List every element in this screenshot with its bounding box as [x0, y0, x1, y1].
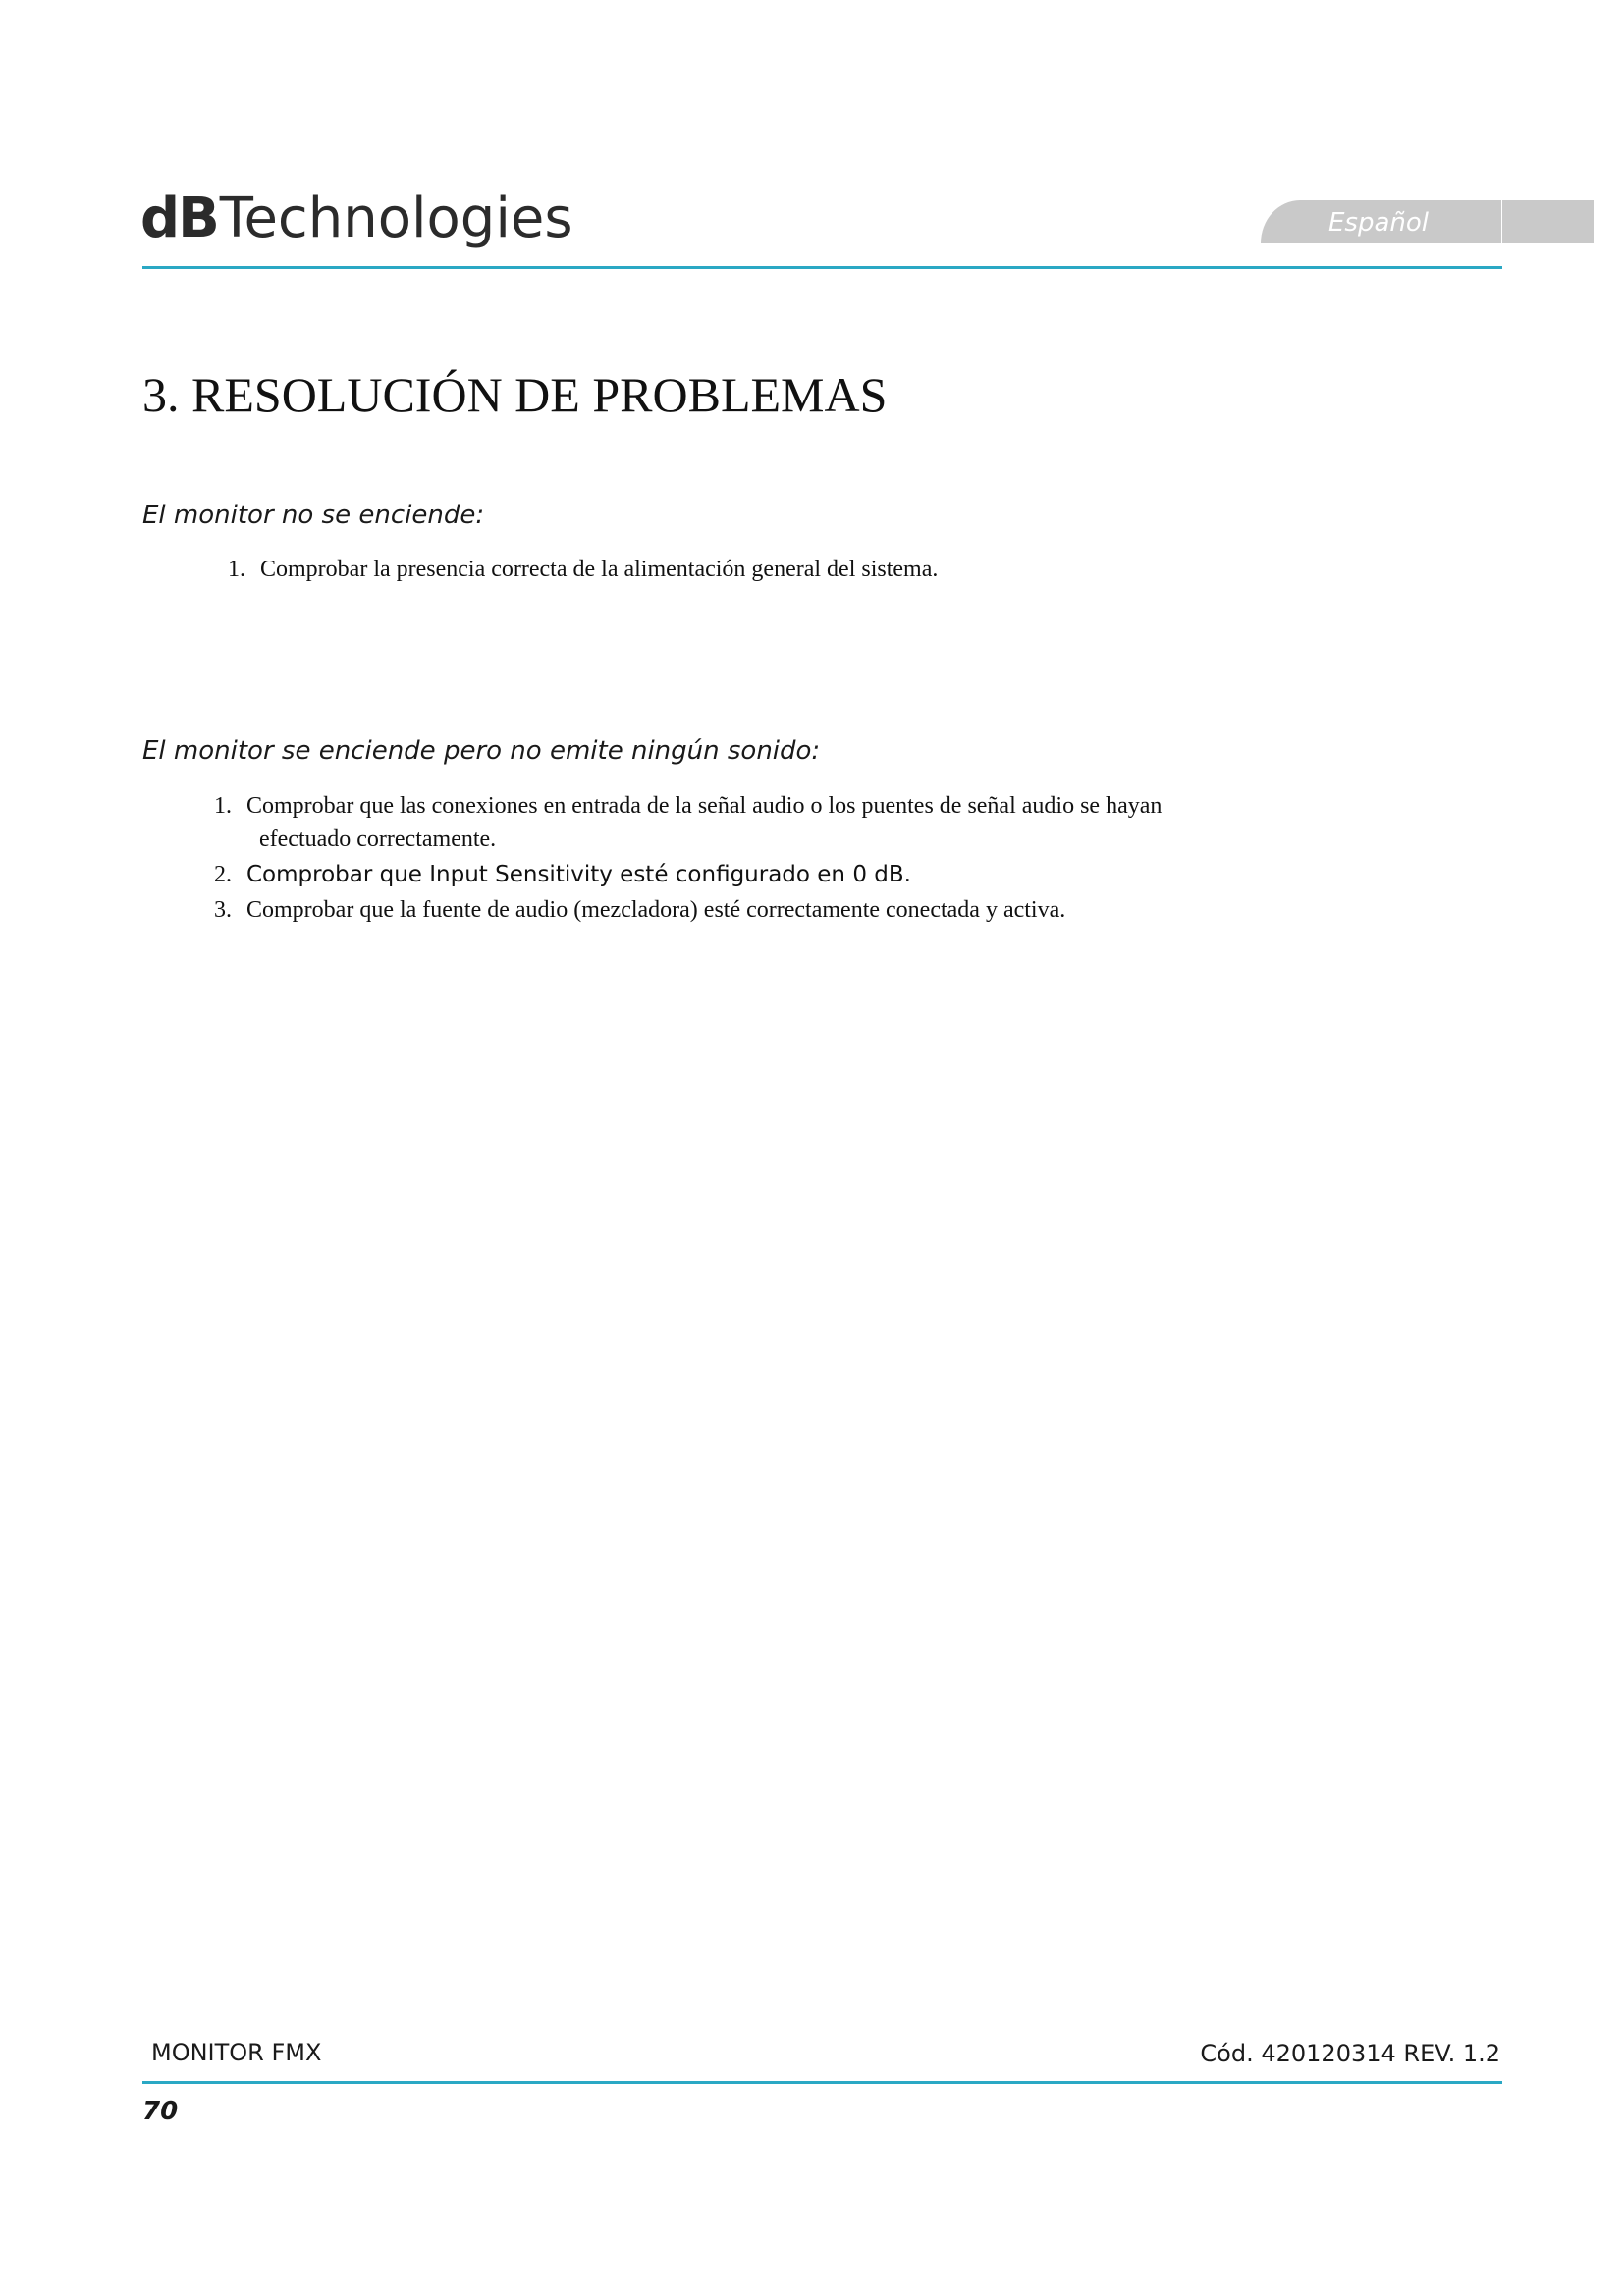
page-number: 70: [142, 2097, 179, 2126]
item-number: 2.: [214, 862, 232, 887]
item-text: Comprobar que Input Sensitivity esté configurado en 0 dB.: [246, 862, 911, 887]
list-item: [214, 858, 1162, 891]
list-item: [228, 553, 938, 586]
item-text: Comprobar que la fuente de audio (mezcladora) esté correctamente conectada y activa.: [246, 897, 1066, 923]
logo-bold-part: dB: [140, 187, 218, 250]
page-title: 3. RESOLUCIÓN DE PROBLEMAS: [142, 367, 888, 422]
item-number: 1.: [228, 557, 245, 582]
section-heading-no-sound: El monitor se enciende pero no emite ningún sonido:: [142, 736, 821, 766]
troubleshooting-list-no-power: [228, 553, 938, 586]
section-heading-no-power: El monitor no se enciende:: [142, 501, 485, 530]
footer-product-name: MONITOR FMX: [151, 2039, 322, 2066]
item-text: Comprobar la presencia correcta de la alimentación general del sistema.: [260, 557, 939, 582]
troubleshooting-list-no-sound: [214, 789, 1162, 927]
brand-logo: [140, 185, 573, 253]
logo-regular-part: Technologies: [219, 187, 573, 250]
list-item: [214, 893, 1162, 927]
item-number: 1.: [214, 793, 232, 819]
language-tab: [1261, 200, 1501, 243]
list-item: [214, 789, 1162, 856]
language-label: Español: [1327, 208, 1430, 238]
footer-divider: [142, 2081, 1502, 2084]
header-divider: [142, 266, 1502, 269]
footer-document-code: Cód. 420120314 REV. 1.2: [1200, 2040, 1500, 2067]
item-number: 3.: [214, 897, 232, 923]
item-text: Comprobar que las conexiones en entrada de la señal audio o los puentes de señal audio se hayan: [246, 793, 1163, 819]
item-text-continuation: efectuado correctamente.: [259, 827, 497, 852]
language-tab-cap: [1502, 200, 1594, 243]
